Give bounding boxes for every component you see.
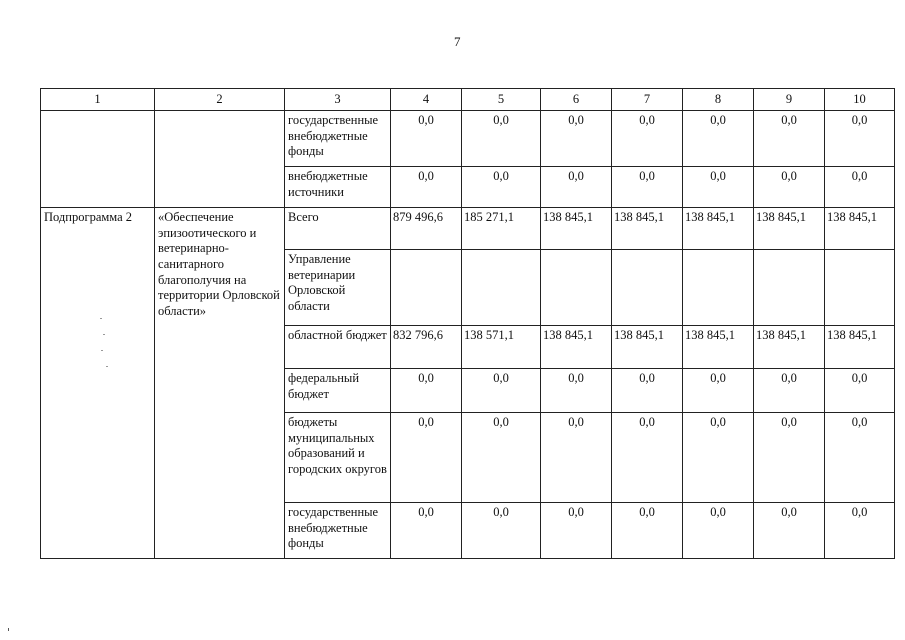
- value-cell: 0,0: [825, 369, 895, 413]
- value-cell: 0,0: [612, 167, 683, 208]
- value-cell: [683, 250, 754, 326]
- value-cell: [462, 250, 541, 326]
- scan-speck: [103, 334, 105, 335]
- value-cell: [391, 250, 462, 326]
- value-cell: 138 845,1: [754, 208, 825, 250]
- column-header: 3: [285, 89, 391, 111]
- subprogram-title: «Обеспечение эпизоотического и ветеринарно-санитарного благополучия на территории Орловской области»: [155, 208, 285, 559]
- scan-speck: [101, 350, 103, 351]
- funding-source-cell: государственные внебюджетные фонды: [285, 503, 391, 559]
- value-cell: 0,0: [391, 413, 462, 503]
- column-header: 9: [754, 89, 825, 111]
- funding-source-cell: федеральный бюджет: [285, 369, 391, 413]
- empty-program-cell: [41, 111, 155, 208]
- value-cell: 0,0: [754, 503, 825, 559]
- value-cell: 0,0: [612, 503, 683, 559]
- value-cell: 0,0: [683, 503, 754, 559]
- column-header: 5: [462, 89, 541, 111]
- value-cell: 138 845,1: [825, 326, 895, 369]
- value-cell: 0,0: [612, 413, 683, 503]
- funding-source-cell: государственные внебюджетные фонды: [285, 111, 391, 167]
- value-cell: 0,0: [462, 167, 541, 208]
- value-cell: 0,0: [612, 369, 683, 413]
- value-cell: [825, 250, 895, 326]
- value-cell: 0,0: [754, 167, 825, 208]
- value-cell: 0,0: [391, 369, 462, 413]
- value-cell: 0,0: [683, 167, 754, 208]
- value-cell: 0,0: [612, 111, 683, 167]
- value-cell: 138 845,1: [541, 326, 612, 369]
- scan-speck: [8, 628, 9, 631]
- value-cell: 138 845,1: [825, 208, 895, 250]
- table-row: [41, 111, 895, 167]
- value-cell: 0,0: [825, 503, 895, 559]
- scan-speck: [106, 366, 108, 367]
- value-cell: 138 845,1: [683, 326, 754, 369]
- value-cell: 0,0: [754, 369, 825, 413]
- funding-source-cell: областной бюджет: [285, 326, 391, 369]
- header-row: [41, 89, 895, 111]
- column-header: 1: [41, 89, 155, 111]
- value-cell: 879 496,6: [391, 208, 462, 250]
- column-header: 10: [825, 89, 895, 111]
- column-header: 4: [391, 89, 462, 111]
- value-cell: 138 845,1: [612, 208, 683, 250]
- value-cell: 138 845,1: [612, 326, 683, 369]
- page-number: 7: [454, 34, 461, 49]
- table-row: [41, 208, 895, 250]
- value-cell: 0,0: [683, 369, 754, 413]
- value-cell: 138 845,1: [754, 326, 825, 369]
- value-cell: 0,0: [462, 369, 541, 413]
- value-cell: 0,0: [462, 503, 541, 559]
- value-cell: 0,0: [391, 167, 462, 208]
- funding-source-cell: Управление ветеринарии Орловской области: [285, 250, 391, 326]
- value-cell: 0,0: [541, 167, 612, 208]
- value-cell: 0,0: [541, 413, 612, 503]
- value-cell: 0,0: [683, 111, 754, 167]
- value-cell: 0,0: [462, 111, 541, 167]
- value-cell: 0,0: [825, 413, 895, 503]
- value-cell: 0,0: [391, 503, 462, 559]
- value-cell: 138 845,1: [541, 208, 612, 250]
- value-cell: 0,0: [825, 167, 895, 208]
- value-cell: 0,0: [541, 503, 612, 559]
- value-cell: 138 845,1: [683, 208, 754, 250]
- scan-speck: [100, 318, 102, 319]
- subprogram-label: Подпрограмма 2: [41, 208, 155, 559]
- value-cell: [612, 250, 683, 326]
- value-cell: 185 271,1: [462, 208, 541, 250]
- funding-source-cell: Всего: [285, 208, 391, 250]
- value-cell: [541, 250, 612, 326]
- value-cell: 0,0: [391, 111, 462, 167]
- value-cell: [754, 250, 825, 326]
- value-cell: 0,0: [754, 413, 825, 503]
- column-header: 2: [155, 89, 285, 111]
- value-cell: 0,0: [462, 413, 541, 503]
- empty-title-cell: [155, 111, 285, 208]
- value-cell: 138 571,1: [462, 326, 541, 369]
- column-header: 8: [683, 89, 754, 111]
- column-header: 6: [541, 89, 612, 111]
- funding-source-cell: бюджеты муниципальных образований и городских округов: [285, 413, 391, 503]
- value-cell: 0,0: [825, 111, 895, 167]
- value-cell: 0,0: [541, 111, 612, 167]
- value-cell: 832 796,6: [391, 326, 462, 369]
- column-header: 7: [612, 89, 683, 111]
- value-cell: 0,0: [754, 111, 825, 167]
- value-cell: 0,0: [541, 369, 612, 413]
- funding-source-cell: внебюджетные источники: [285, 167, 391, 208]
- budget-table: [40, 88, 895, 559]
- value-cell: 0,0: [683, 413, 754, 503]
